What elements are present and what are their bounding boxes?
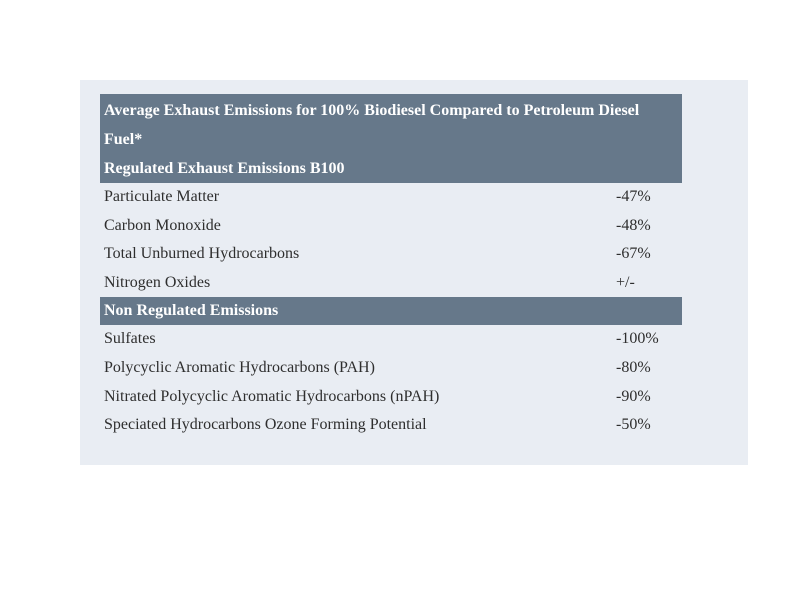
- section-header-nonregulated: Non Regulated Emissions: [100, 297, 682, 325]
- row-label: Total Unburned Hydrocarbons: [104, 245, 300, 263]
- row-label: Polycyclic Aromatic Hydrocarbons (PAH): [104, 358, 375, 376]
- table-row: [100, 212, 682, 241]
- row-label: Carbon Monoxide: [104, 216, 221, 234]
- row-value: -90%: [616, 387, 651, 405]
- table-title-line-1: Average Exhaust Emissions for 100% Biodiesel Compared to Petroleum Diesel: [104, 102, 640, 119]
- row-value: -50%: [616, 416, 651, 434]
- table-row: [100, 325, 682, 354]
- row-value: -48%: [616, 216, 651, 234]
- row-value: +/-: [616, 273, 635, 291]
- row-label: Speciated Hydrocarbons Ozone Forming Potential: [104, 416, 427, 434]
- table-row: [100, 411, 682, 440]
- row-value: -67%: [616, 245, 651, 263]
- table-row: [100, 183, 682, 212]
- row-value: -47%: [616, 188, 651, 205]
- table-title-line-2: Fuel*: [104, 131, 143, 148]
- row-value: -100%: [616, 330, 659, 348]
- table-row: [100, 354, 682, 383]
- row-label: Nitrogen Oxides: [104, 273, 211, 291]
- row-value: -80%: [616, 358, 651, 376]
- emissions-table: [100, 94, 682, 440]
- row-label: Particulate Matter: [104, 188, 220, 205]
- row-label: Sulfates: [104, 330, 156, 348]
- table-row: [100, 240, 682, 269]
- row-label: Nitrated Polycyclic Aromatic Hydrocarbons (nPAH): [104, 387, 440, 405]
- table-row: [100, 383, 682, 412]
- section-header-regulated: Regulated Exhaust Emissions B100: [104, 160, 345, 177]
- table-row: [100, 269, 682, 298]
- table-header: [100, 94, 682, 183]
